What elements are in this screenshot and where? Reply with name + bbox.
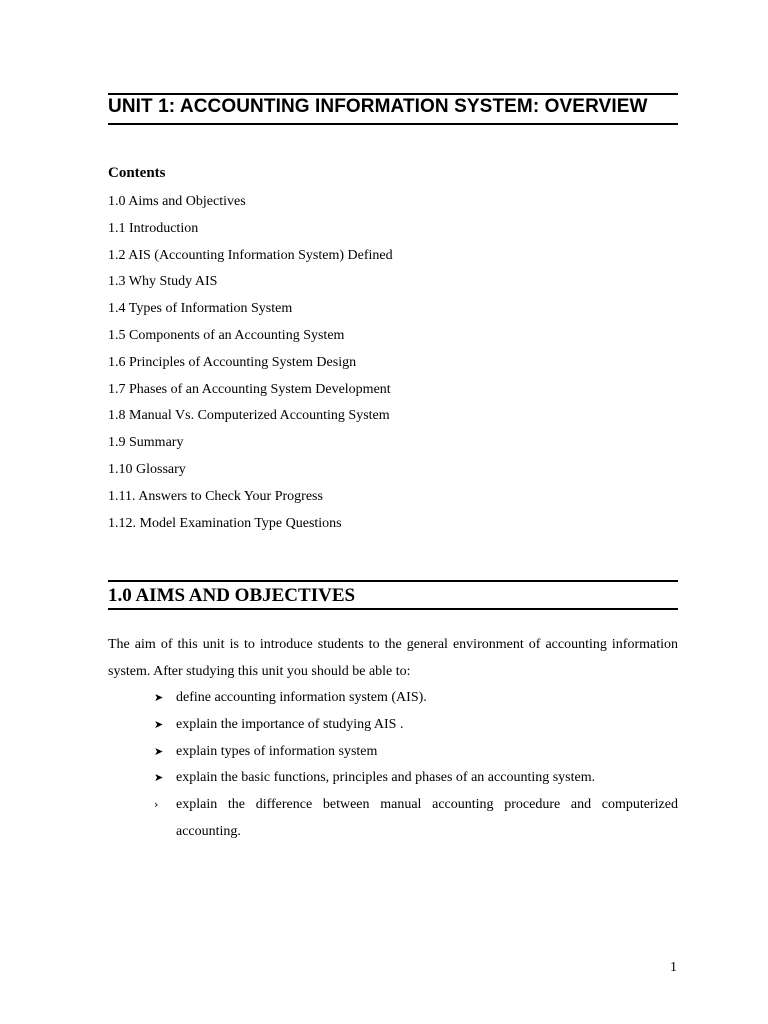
arrow-bullet-icon: ➤ [154, 744, 164, 758]
objective-text: explain the difference between manual accounting procedure and computerized accounting. [176, 797, 678, 839]
section-bottom-rule [108, 608, 678, 610]
toc-item: 1.8 Manual Vs. Computerized Accounting System [108, 408, 390, 424]
objective-item [154, 739, 678, 766]
toc-item: 1.5 Components of an Accounting System [108, 327, 345, 343]
unit-title: UNIT 1: ACCOUNTING INFORMATION SYSTEM: OVERVIEW [108, 96, 648, 117]
toc-item: 1.2 AIS (Accounting Information System) Defined [108, 247, 393, 263]
objective-text: define accounting information system (AIS). [176, 690, 427, 705]
table-of-contents [108, 193, 393, 541]
title-top-rule [108, 93, 678, 95]
toc-item: 1.1 Introduction [108, 220, 199, 236]
objective-item [154, 712, 678, 739]
toc-item: 1.9 Summary [108, 435, 184, 451]
objective-item [154, 685, 678, 712]
page-number: 1 [670, 960, 677, 975]
toc-item: 1.11. Answers to Check Your Progress [108, 488, 323, 504]
section-intro-paragraph: The aim of this unit is to introduce students to the general environment of accounting information system. After studying this unit you should be able to: [108, 637, 678, 679]
section-top-rule [108, 580, 678, 582]
arrow-bullet-icon: ➤ [154, 717, 164, 731]
objective-text: explain types of information system [176, 743, 378, 759]
toc-item: 1.4 Types of Information System [108, 301, 293, 317]
toc-item: 1.0 Aims and Objectives [108, 194, 246, 209]
objectives-list [154, 685, 678, 846]
arrow-bullet-icon: ➤ [154, 771, 164, 785]
toc-item: 1.10 Glossary [108, 461, 186, 477]
contents-heading: Contents [108, 165, 166, 181]
arrow-bullet-icon: ➤ [154, 691, 164, 704]
toc-item: 1.6 Principles of Accounting System Design [108, 354, 357, 370]
objective-text: explain the importance of studying AIS . [176, 716, 404, 732]
toc-item: 1.7 Phases of an Accounting System Development [108, 381, 391, 397]
objective-text: explain the basic functions, principles and phases of an accounting system. [176, 770, 596, 786]
title-bottom-rule [108, 123, 678, 125]
toc-item: 1.3 Why Study AIS [108, 274, 218, 290]
arrow-bullet-icon: › [154, 798, 159, 812]
section-title: 1.0 AIMS AND OBJECTIVES [108, 585, 356, 606]
objective-item [154, 765, 678, 792]
toc-item: 1.12. Model Examination Type Questions [108, 515, 342, 531]
objective-item [154, 792, 678, 846]
